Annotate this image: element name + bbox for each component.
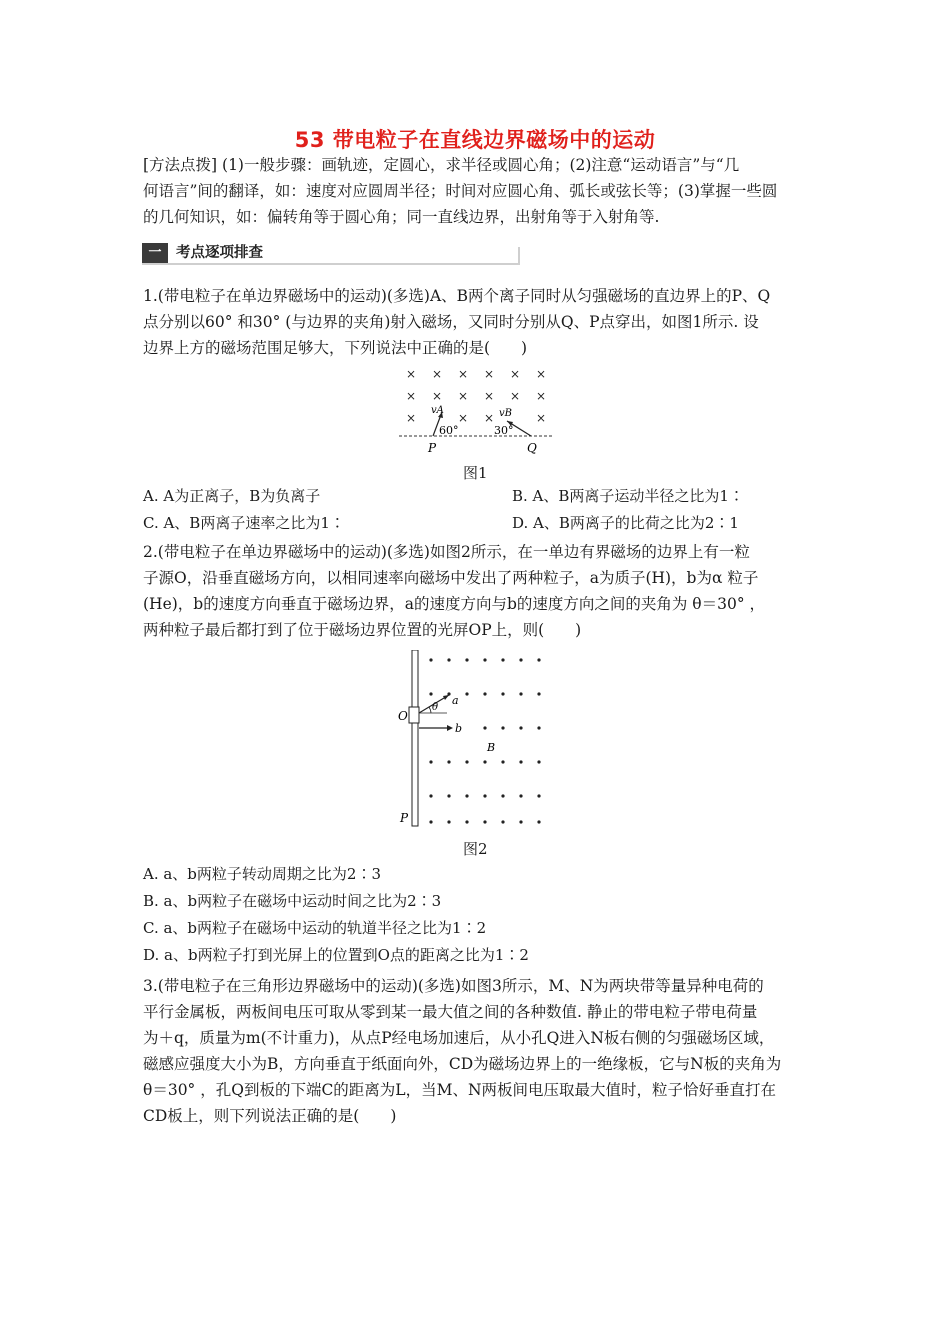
svg-text:×: × — [405, 367, 417, 381]
field-dot — [501, 760, 504, 763]
q3-line: 为＋q，质量为m(不计重力)，从点P经电场加速后，从小孔Q进入N板右侧的匀强磁场区域， — [143, 1029, 775, 1047]
angle-a-label: 60° — [439, 424, 459, 437]
point-P-label: P — [428, 441, 437, 455]
question-3-stem — [143, 973, 815, 1129]
velocity-a-arrowhead — [443, 695, 449, 700]
field-dot — [483, 658, 486, 661]
label-vA: vA — [431, 405, 444, 416]
field-dot — [501, 658, 504, 661]
field-dot — [537, 692, 540, 695]
field-dot — [519, 658, 522, 661]
svg-text:×: × — [457, 367, 469, 381]
field-dot — [465, 692, 468, 695]
field-dot — [519, 726, 522, 729]
figure-1-caption: 图1 — [463, 464, 488, 482]
q1-line: 1.(带电粒子在单边界磁场中的运动)(多选)A、B两个离子同时从匀强磁场的直边界上的P、Q — [143, 287, 771, 305]
field-dot — [447, 760, 450, 763]
svg-text:×: × — [431, 367, 443, 381]
q2-option-b: B. a、b两粒子在磁场中运动时间之比为2∶3 — [143, 892, 442, 910]
svg-text:×: × — [405, 411, 417, 425]
field-dot — [537, 726, 540, 729]
field-dot — [429, 760, 432, 763]
field-dot — [465, 820, 468, 823]
label-b: b — [455, 722, 463, 735]
q1-line: 边界上方的磁场范围足够大，下列说法中正确的是( ) — [143, 339, 528, 357]
particle-source — [409, 707, 419, 723]
question-1-stem — [143, 283, 815, 361]
field-dot — [447, 658, 450, 661]
field-dot — [483, 692, 486, 695]
label-P: P — [400, 811, 409, 825]
q1-option-a: A. A为正离子，B为负离子 — [143, 487, 321, 505]
field-dot — [519, 692, 522, 695]
section-label: 考点逐项排查 — [176, 245, 263, 261]
q3-line: 平行金属板，两板间电压可取从零到某一最大值之间的各种数值. 静止的带电粒子带电荷量 — [143, 1003, 758, 1021]
page-title: 53 带电粒子在直线边界磁场中的运动 — [294, 128, 656, 152]
svg-text:×: × — [509, 389, 521, 403]
angle-b-label: 30° — [494, 424, 514, 437]
q3-line: 3.(带电粒子在三角形边界磁场中的运动)(多选)如图3所示，M、N为两块带等量异种电荷的 — [143, 977, 764, 995]
svg-text:×: × — [535, 411, 547, 425]
field-dot — [429, 820, 432, 823]
magnetic-field-crosses — [406, 367, 546, 425]
field-dot — [483, 820, 486, 823]
svg-text:×: × — [535, 367, 547, 381]
method-line: 何语言”间的翻译，如：速度对应圆周半径；时间对应圆心角、弧长或弦长等；(3)掌握一些圆 — [143, 182, 778, 200]
magnetic-field-dots — [429, 658, 540, 823]
method-line: [方法点拨] (1)一般步骤：画轨迹，定圆心，求半径或圆心角；(2)注意“运动语言”与“几 — [143, 156, 740, 174]
q2-line: 子源O，沿垂直磁场方向，以相同速率向磁场中发出了两种粒子，a为质子(H)，b为α 粒子 — [143, 569, 759, 587]
svg-text:×: × — [483, 389, 495, 403]
field-dot — [465, 760, 468, 763]
field-dot — [447, 794, 450, 797]
q3-line: θ＝30° ，孔Q到板的下端C的距离为L，当M、N两板间电压取最大值时，粒子恰好垂直打在 — [143, 1081, 777, 1099]
q1-option-d: D. A、B两离子的比荷之比为2∶1 — [512, 514, 739, 532]
field-dot — [465, 794, 468, 797]
svg-text:×: × — [457, 389, 469, 403]
q2-option-a: A. a、b两粒子转动周期之比为2∶3 — [143, 865, 382, 883]
q1-option-b: B. A、B两离子运动半径之比为1∶ — [512, 487, 744, 505]
svg-text:×: × — [431, 389, 443, 403]
section-header — [142, 243, 520, 265]
svg-text:×: × — [535, 389, 547, 403]
question-2-stem — [143, 539, 815, 643]
label-vB: vB — [499, 408, 512, 419]
field-dot — [537, 794, 540, 797]
svg-text:×: × — [457, 411, 469, 425]
svg-text:×: × — [483, 367, 495, 381]
section-divider-cap — [518, 247, 520, 265]
figure-2-caption: 图2 — [463, 840, 488, 858]
field-dot — [519, 760, 522, 763]
field-dot — [501, 726, 504, 729]
q1-line: 点分别以60° 和30° (与边界的夹角)射入磁场，又同时分别从Q、P点穿出，如图1所示. 设 — [143, 313, 759, 331]
velocity-b-arrowhead — [447, 725, 453, 731]
light-screen — [412, 650, 418, 826]
method-tips — [143, 152, 815, 230]
svg-text:×: × — [509, 367, 521, 381]
method-line: 的几何知识，如：偏转角等于圆心角；同一直线边界，出射角等于入射角等. — [143, 208, 660, 226]
field-dot — [483, 794, 486, 797]
field-dot — [501, 820, 504, 823]
svg-text:×: × — [405, 389, 417, 403]
svg-text:×: × — [483, 411, 495, 425]
field-dot — [501, 794, 504, 797]
angle-arc — [429, 707, 431, 713]
label-B: B — [487, 741, 496, 754]
label-a: a — [452, 694, 459, 707]
q2-line: 两种粒子最后都打到了位于磁场边界位置的光屏OP上，则( ) — [143, 621, 582, 639]
q2-option-c: C. a、b两粒子在磁场中运动的轨道半径之比为1∶2 — [143, 919, 487, 937]
q3-line: 磁感应强度大小为B，方向垂直于纸面向外，CD为磁场边界上的一绝缘板，它与N板的夹角为 — [143, 1055, 782, 1073]
q2-option-d: D. a、b两粒子打到光屏上的位置到O点的距离之比为1∶2 — [143, 946, 529, 964]
q1-option-c: C. A、B两离子速率之比为1∶ — [143, 514, 345, 532]
figure-2 — [395, 650, 555, 830]
field-dot — [537, 760, 540, 763]
q2-line: (He)，b的速度方向垂直于磁场边界，a的速度方向与b的速度方向之间的夹角为 θ＝30° ， — [143, 595, 766, 613]
field-dot — [429, 658, 432, 661]
q3-line: CD板上，则下列说法正确的是( ) — [143, 1107, 397, 1125]
field-dot — [429, 794, 432, 797]
field-dot — [447, 820, 450, 823]
field-dot — [537, 820, 540, 823]
point-Q-label: Q — [527, 441, 537, 455]
field-dot — [483, 726, 486, 729]
field-dot — [537, 658, 540, 661]
field-dot — [429, 692, 432, 695]
q2-line: 2.(带电粒子在单边界磁场中的运动)(多选)如图2所示，在一单边有界磁场的边界上有一粒 — [143, 543, 750, 561]
section-divider — [142, 263, 518, 265]
field-dot — [519, 794, 522, 797]
section-tag: 一 — [142, 243, 168, 263]
label-O: O — [398, 709, 408, 723]
theta-label: θ — [432, 702, 439, 713]
figure-1 — [395, 364, 560, 458]
field-dot — [501, 692, 504, 695]
field-dot — [465, 658, 468, 661]
field-dot — [483, 760, 486, 763]
field-dot — [519, 820, 522, 823]
